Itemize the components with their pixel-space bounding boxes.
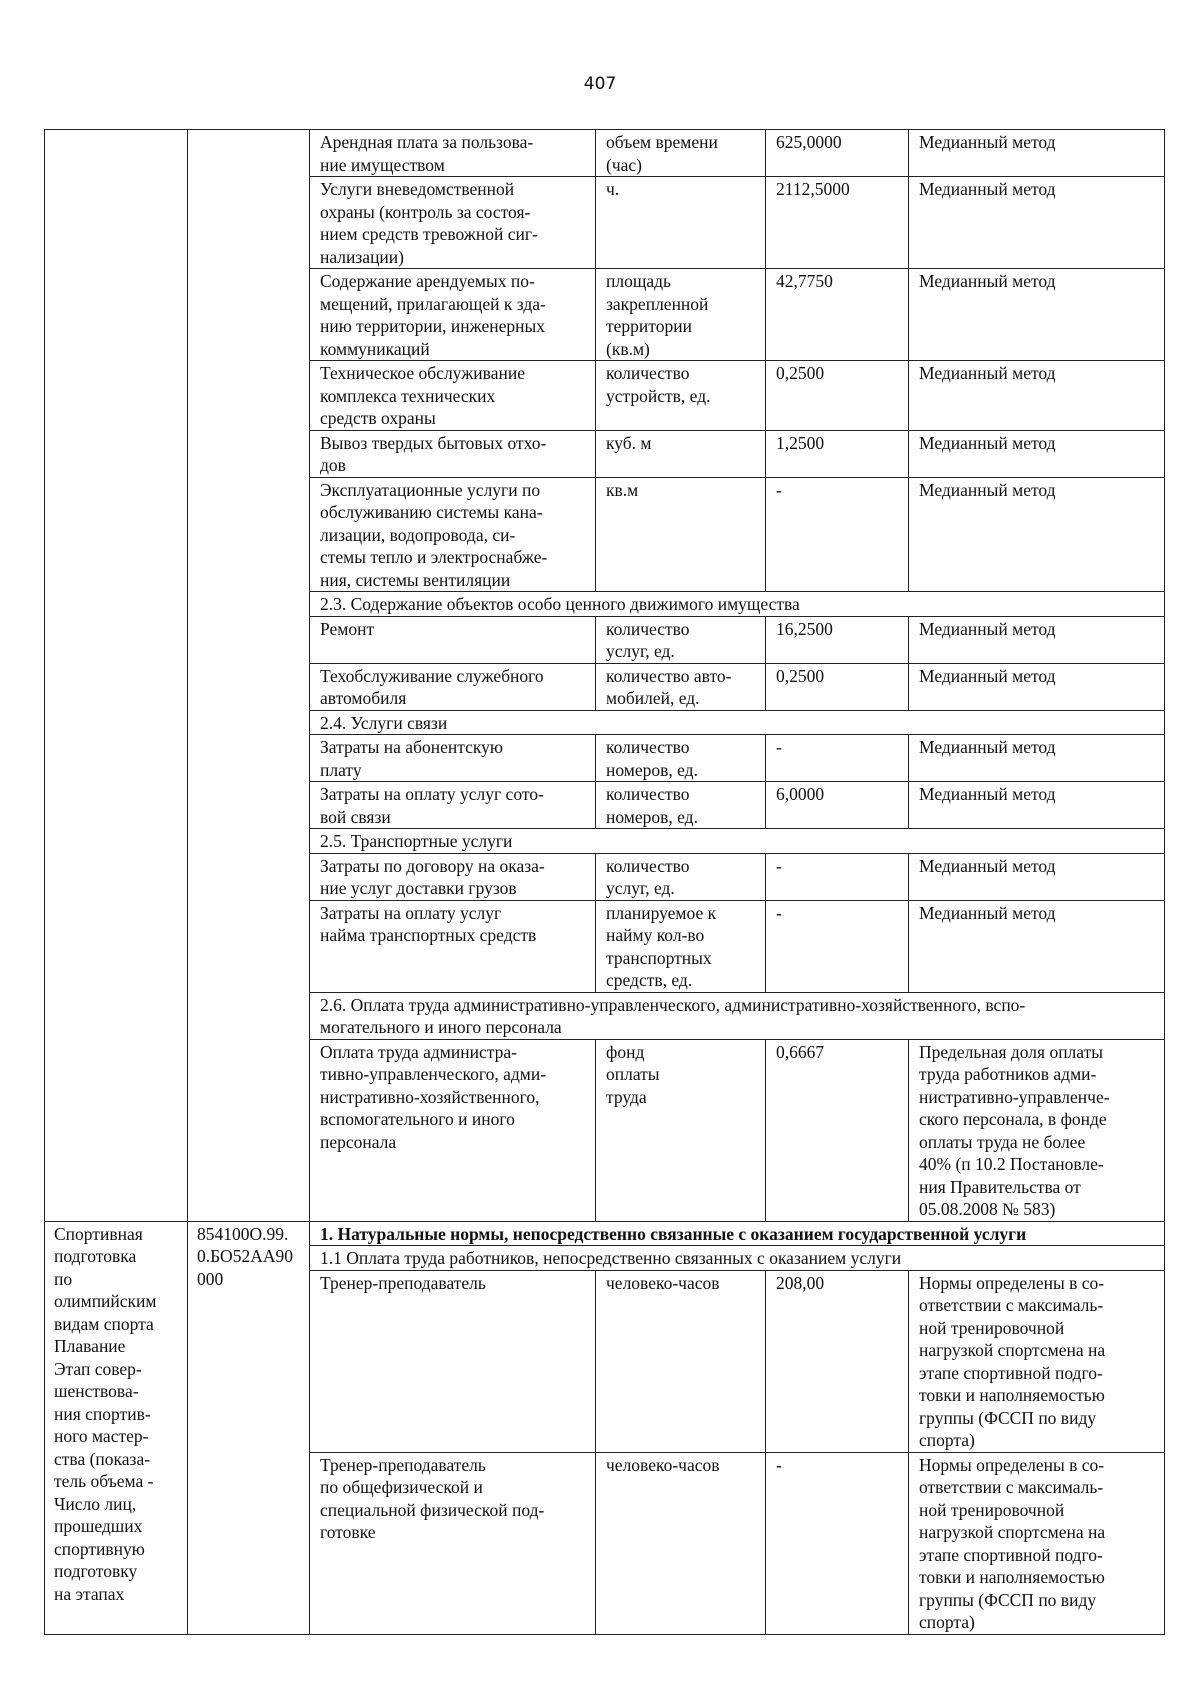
- unit-cell: кв.м: [596, 477, 766, 592]
- cost-item-name: Затраты на оплату услуг найма транспортных средств: [310, 900, 596, 992]
- value-cell: -: [766, 1452, 909, 1634]
- method-cell: Нормы определены в со- ответствии с максималь- ной тренировочной нагрузкой спортсмена на этапе спортивной подго- товки и наполняемостью группы (ФССП по виду спорта): [909, 1270, 1165, 1452]
- value-cell: 0,2500: [766, 361, 909, 431]
- service-name-cell: Спортивная подготовка по олимпийским видам спорта Плавание Этап совер- шенствова- ния спортив- ного мастер- ства (показа- тель объема - Число лиц, прошедших спортивную подготовку на этапах: [45, 1221, 188, 1634]
- cost-item-name: Затраты на оплату услуг сото- вой связи: [310, 782, 596, 829]
- service-code-cell: 854100О.99. 0.БО52АА90 000: [188, 1221, 310, 1634]
- section-heading: 2.3. Содержание объектов особо ценного движимого имущества: [310, 592, 1165, 617]
- value-cell: 6,0000: [766, 782, 909, 829]
- method-cell: Медианный метод: [909, 361, 1165, 431]
- section-heading: 2.4. Услуги связи: [310, 710, 1165, 735]
- empty-service-cell: [45, 130, 188, 1222]
- table-row: [45, 130, 1165, 177]
- unit-cell: ч.: [596, 177, 766, 269]
- section-heading: 2.6. Оплата труда административно-управленческого, административно-хозяйственного, вспо- могательного и иного персонала: [310, 992, 1165, 1039]
- subsection-heading: 1.1 Оплата труда работников, непосредственно связанных с оказанием услуги: [310, 1246, 1165, 1271]
- cost-item-name: Оплата труда администра- тивно-управленческого, адми- нистративно-хозяйственного, вспомогательного и иного персонала: [310, 1039, 596, 1221]
- cost-item-name: Вывоз твердых бытовых отхо- дов: [310, 430, 596, 477]
- value-cell: 0,6667: [766, 1039, 909, 1221]
- method-cell: Нормы определены в со- ответствии с максималь- ной тренировочной нагрузкой спортсмена на этапе спортивной подго- товки и наполняемостью группы (ФССП по виду спорта): [909, 1452, 1165, 1634]
- value-cell: 42,7750: [766, 269, 909, 361]
- cost-item-name: Ремонт: [310, 616, 596, 663]
- unit-cell: количество устройств, ед.: [596, 361, 766, 431]
- cost-item-name: Тренер-преподаватель по общефизической и специальной физической под- готовке: [310, 1452, 596, 1634]
- cost-item-name: Техобслуживание служебного автомобиля: [310, 663, 596, 710]
- unit-cell: куб. м: [596, 430, 766, 477]
- unit-cell: человеко-часов: [596, 1270, 766, 1452]
- cost-item-name: Эксплуатационные услуги по обслуживанию системы кана- лизации, водопровода, си- стемы тепло и электроснабже- ния, системы вентиляции: [310, 477, 596, 592]
- empty-code-cell: [188, 130, 310, 1222]
- cost-item-name: Техническое обслуживание комплекса технических средств охраны: [310, 361, 596, 431]
- unit-cell: объем времени (час): [596, 130, 766, 177]
- unit-cell: планируемое к найму кол-во транспортных средств, ед.: [596, 900, 766, 992]
- section-heading-bold: 1. Натуральные нормы, непосредственно связанные с оказанием государственной услуги: [310, 1221, 1165, 1246]
- value-cell: 0,2500: [766, 663, 909, 710]
- value-cell: 208,00: [766, 1270, 909, 1452]
- method-cell: Медианный метод: [909, 130, 1165, 177]
- table-body: [45, 130, 1165, 1635]
- value-cell: -: [766, 735, 909, 782]
- value-cell: -: [766, 477, 909, 592]
- method-cell: Медианный метод: [909, 853, 1165, 900]
- method-cell: Медианный метод: [909, 900, 1165, 992]
- unit-cell: количество номеров, ед.: [596, 735, 766, 782]
- value-cell: 16,2500: [766, 616, 909, 663]
- cost-item-name: Затраты по договору на оказа- ние услуг доставки грузов: [310, 853, 596, 900]
- value-cell: 2112,5000: [766, 177, 909, 269]
- value-cell: -: [766, 900, 909, 992]
- method-cell: Медианный метод: [909, 616, 1165, 663]
- unit-cell: человеко-часов: [596, 1452, 766, 1634]
- method-cell: Медианный метод: [909, 430, 1165, 477]
- cost-item-name: Затраты на абонентскую плату: [310, 735, 596, 782]
- value-cell: 1,2500: [766, 430, 909, 477]
- unit-cell: количество авто- мобилей, ед.: [596, 663, 766, 710]
- method-cell: Медианный метод: [909, 663, 1165, 710]
- unit-cell: площадь закрепленной территории (кв.м): [596, 269, 766, 361]
- cost-item-name: Услуги вневедомственной охраны (контроль за состоя- нием средств тревожной сиг- нализации): [310, 177, 596, 269]
- section-heading: 2.5. Транспортные услуги: [310, 829, 1165, 854]
- method-cell: Медианный метод: [909, 735, 1165, 782]
- page-number: 407: [583, 74, 617, 94]
- method-cell: Медианный метод: [909, 177, 1165, 269]
- method-cell: Предельная доля оплаты труда работников адми- нистративно-управленче- ского персонала, в фонде оплаты труда не более 40% (п 10.2 Постановле- ния Правительства от 05.08.2008 № 583): [909, 1039, 1165, 1221]
- method-cell: Медианный метод: [909, 269, 1165, 361]
- unit-cell: количество номеров, ед.: [596, 782, 766, 829]
- unit-cell: количество услуг, ед.: [596, 853, 766, 900]
- norms-table: [44, 129, 1165, 1635]
- service-section-row: [45, 1221, 1165, 1246]
- method-cell: Медианный метод: [909, 782, 1165, 829]
- cost-item-name: Содержание арендуемых по- мещений, прилагающей к зда- нию территории, инженерных коммуникаций: [310, 269, 596, 361]
- unit-cell: количество услуг, ед.: [596, 616, 766, 663]
- cost-item-name: Арендная плата за пользова- ние имуществом: [310, 130, 596, 177]
- unit-cell: фонд оплаты труда: [596, 1039, 766, 1221]
- value-cell: -: [766, 853, 909, 900]
- value-cell: 625,0000: [766, 130, 909, 177]
- cost-item-name: Тренер-преподаватель: [310, 1270, 596, 1452]
- method-cell: Медианный метод: [909, 477, 1165, 592]
